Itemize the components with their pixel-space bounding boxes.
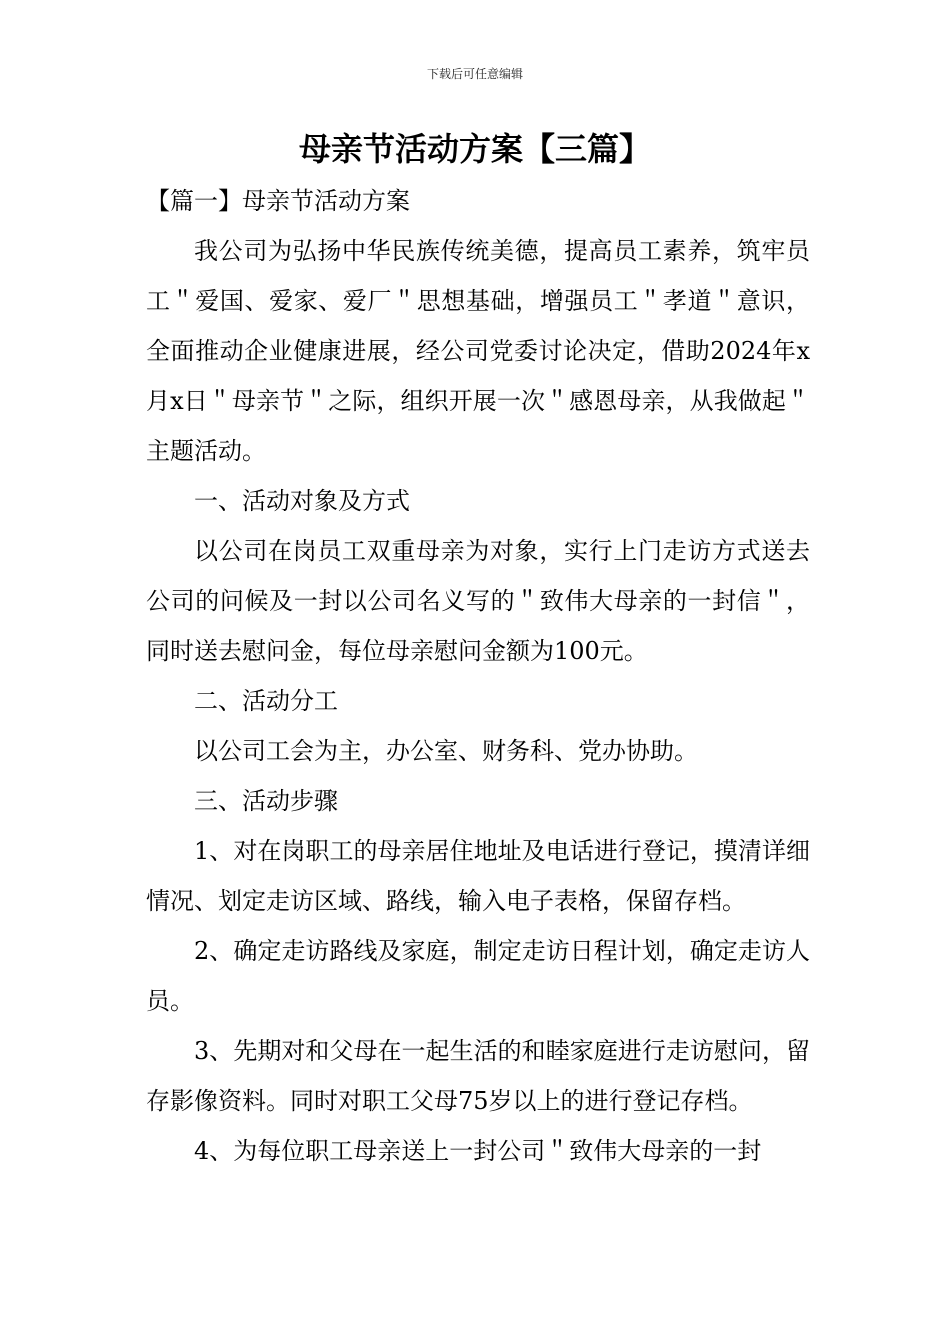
document-body bbox=[146, 176, 810, 1176]
paragraph-activity-target: 以公司在岗员工双重母亲为对象，实行上门走访方式送去公司的问候及一封以公司名义写的＂致伟大母亲的一封信＂，同时送去慰问金，每位母亲慰问金额为100元。 bbox=[146, 537, 810, 665]
document-title: 母亲节活动方案【三篇】 bbox=[298, 130, 651, 168]
section-heading: 【篇一】母亲节活动方案 bbox=[146, 187, 410, 215]
intro-paragraph: 我公司为弘扬中华民族传统美德，提高员工素养，筑牢员工＂爱国、爱家、爱厂＂思想基础，增强员工＂孝道＂意识，全面推动企业健康进展，经公司党委讨论决定，借助2024年x月x日＂母亲节＂之际，组织开展一次＂感恩母亲，从我做起＂主题活动。 bbox=[146, 237, 810, 465]
step-2-paragraph: 2、确定走访路线及家庭，制定走访日程计划，确定走访人员。 bbox=[146, 937, 810, 1015]
header-note: 下载后可任意编辑 bbox=[426, 67, 523, 81]
step-3-paragraph: 3、先期对和父母在一起生活的和睦家庭进行走访慰问，留存影像资料。同时对职工父母75岁以上的进行登记存档。 bbox=[146, 1037, 810, 1115]
step-4-paragraph: 4、为每位职工母亲送上一封公司＂致伟大母亲的一封 bbox=[194, 1137, 762, 1165]
heading-division-of-labor: 二、活动分工 bbox=[194, 687, 338, 715]
heading-activity-steps: 三、活动步骤 bbox=[194, 787, 338, 815]
heading-activity-target: 一、活动对象及方式 bbox=[194, 487, 410, 515]
step-1-paragraph: 1、对在岗职工的母亲居住地址及电话进行登记，摸清详细情况、划定走访区域、路线，输入电子表格，保留存档。 bbox=[146, 837, 810, 915]
paragraph-division-of-labor: 以公司工会为主，办公室、财务科、党办协助。 bbox=[194, 737, 698, 765]
